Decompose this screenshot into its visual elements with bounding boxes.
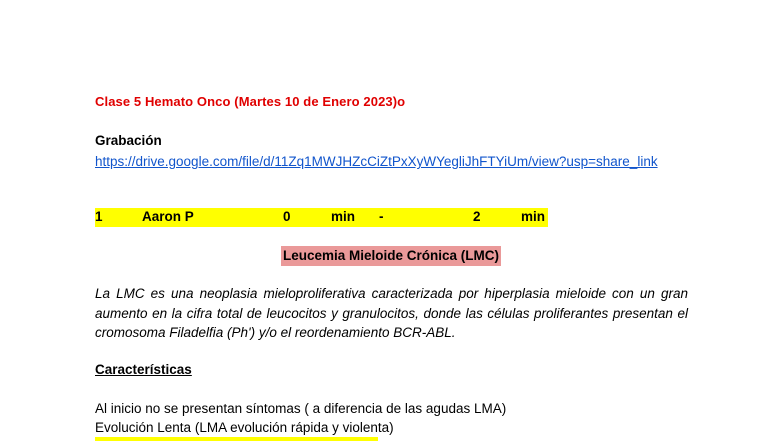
- definition-paragraph: La LMC es una neoplasia mieloproliferativa caracterizada por hiperplasia mieloide con un gran aumento en la cifra total de leucocitos y granulocitos, donde las células proliferantes presentan el cromosoma Filadelfia (Ph') y/o el reordenamiento BCR-ABL.: [95, 286, 688, 340]
- timestamp-index: 1: [95, 209, 103, 224]
- timestamp-end: 2: [473, 209, 481, 224]
- timestamp-dash: -: [379, 209, 384, 224]
- timestamp-start: 0: [283, 209, 291, 224]
- recording-label: Grabación: [95, 133, 162, 148]
- timestamp-start-unit: min: [331, 209, 356, 224]
- document-title: Clase 5 Hemato Onco (Martes 10 de Enero 2023)o: [95, 94, 406, 109]
- characteristic-line-2: Evolución Lenta (LMA evolución rápida y violenta): [95, 420, 394, 435]
- characteristics-heading: Características: [95, 362, 192, 377]
- section-heading-wrap: [0, 246, 784, 266]
- section-heading: Leucemia Mieloide Crónica (LMC): [281, 246, 501, 266]
- highlight-strip: [95, 437, 378, 441]
- timestamp-row: [95, 208, 548, 227]
- timestamp-name: Aaron P: [142, 209, 194, 224]
- recording-link[interactable]: https://drive.google.com/file/d/11Zq1MWJHZcCiZtPxXyWYegliJhFTYiUm/view?usp=share_link: [95, 154, 658, 169]
- timestamp-end-unit: min: [521, 209, 546, 224]
- characteristic-line-1: Al inicio no se presentan síntomas ( a diferencia de las agudas LMA): [95, 401, 507, 416]
